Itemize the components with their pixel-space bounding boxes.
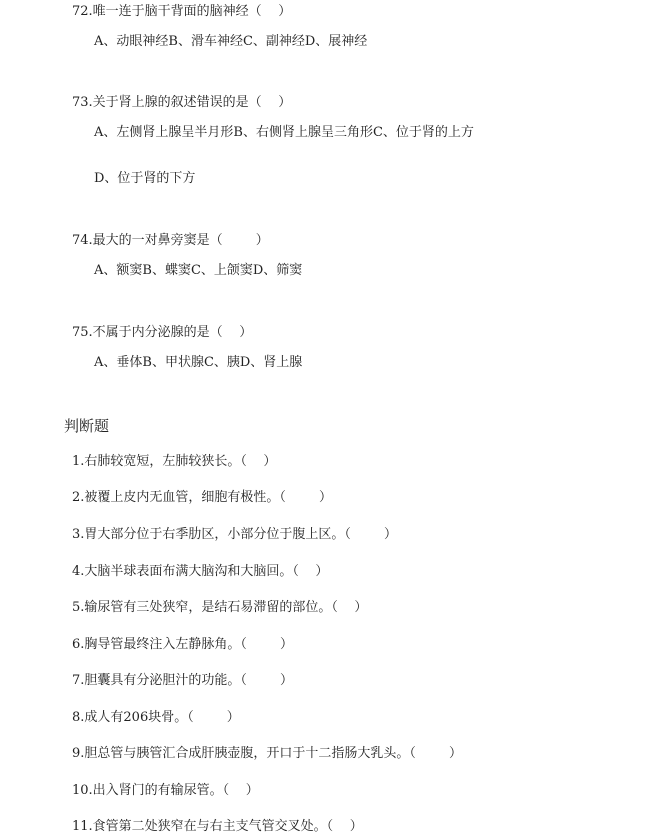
tf-item-6: 6.胸导管最终注入左静脉角。（ ） (72, 637, 293, 652)
tf-item-10: 10.出入肾门的有输尿管。（ ） (72, 783, 259, 798)
tf-item-8: 8.成人有206块骨。（ ） (72, 710, 240, 725)
question-72-options: A、动眼神经B、滑车神经C、副神经D、展神经 (94, 34, 368, 49)
tf-item-1: 1.右肺较宽短，左肺较狭长。（ ） (72, 454, 277, 469)
tf-item-2: 2.被覆上皮内无血管，细胞有极性。（ ） (72, 490, 332, 505)
question-75-options: A、垂体B、甲状腺C、胰D、肾上腺 (94, 355, 303, 370)
question-74-options: A、额窦B、蝶窦C、上颌窦D、筛窦 (94, 263, 303, 278)
question-74-stem: 74.最大的一对鼻旁窦是（ ） (72, 233, 269, 248)
question-73-options-line-2: D、位于肾的下方 (94, 171, 196, 186)
question-73-stem: 73.关于肾上腺的叙述错误的是（ ） (72, 95, 292, 110)
question-72-stem: 72.唯一连于脑干背面的脑神经（ ） (72, 4, 292, 19)
section-heading-true-false: 判断题 (64, 417, 110, 435)
tf-item-3: 3.胃大部分位于右季肋区，小部分位于腹上区。（ ） (72, 527, 397, 542)
tf-item-9: 9.胆总管与胰管汇合成肝胰壶腹，开口于十二指肠大乳头。（ ） (72, 746, 462, 761)
tf-item-11: 11.食管第二处狭窄在与右主支气管交叉处。（ ） (72, 819, 363, 834)
question-73-options-line-1: A、左侧肾上腺呈半月形B、右侧肾上腺呈三角形C、位于肾的上方 (94, 125, 474, 140)
tf-item-4: 4.大脑半球表面布满大脑沟和大脑回。（ ） (72, 564, 329, 579)
tf-item-5: 5.输尿管有三处狭窄，是结石易滞留的部位。（ ） (72, 600, 368, 615)
tf-item-7: 7.胆囊具有分泌胆汁的功能。（ ） (72, 673, 293, 688)
question-75-stem: 75.不属于内分泌腺的是（ ） (72, 325, 253, 340)
